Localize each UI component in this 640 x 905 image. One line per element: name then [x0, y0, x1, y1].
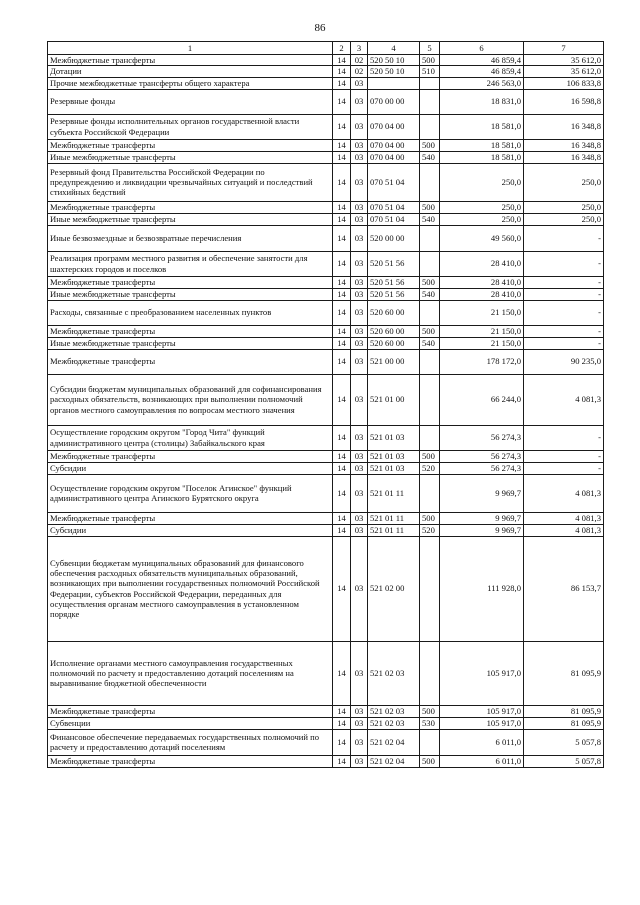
row-expense-type: 540 — [420, 288, 440, 300]
row-expense-type — [420, 300, 440, 325]
row-subsection: 03 — [351, 425, 368, 450]
row-expense-type — [420, 425, 440, 450]
row-amount-year2: 81 095,9 — [524, 641, 604, 705]
table-row — [48, 225, 604, 251]
row-amount-year1: 250,0 — [440, 213, 524, 225]
row-expense-type — [420, 163, 440, 201]
table-row — [48, 755, 604, 767]
row-amount-year2: 16 598,8 — [524, 89, 604, 114]
row-expense-type: 500 — [420, 325, 440, 337]
row-amount-year1: 105 917,0 — [440, 717, 524, 729]
row-target-code: 520 00 00 — [368, 225, 420, 251]
column-header: 7 — [524, 42, 604, 55]
table-row — [48, 55, 604, 66]
row-name: Субвенции — [48, 717, 333, 729]
row-target-code: 521 02 04 — [368, 729, 420, 755]
table-row — [48, 114, 604, 139]
row-amount-year1: 21 150,0 — [440, 300, 524, 325]
row-amount-year1: 18 581,0 — [440, 114, 524, 139]
row-amount-year1: 178 172,0 — [440, 349, 524, 374]
row-subsection: 03 — [351, 641, 368, 705]
row-amount-year1: 46 859,4 — [440, 55, 524, 66]
row-section: 14 — [333, 474, 351, 512]
row-subsection: 03 — [351, 276, 368, 288]
row-amount-year2: - — [524, 225, 604, 251]
row-amount-year2: - — [524, 251, 604, 276]
row-subsection: 03 — [351, 114, 368, 139]
row-section: 14 — [333, 349, 351, 374]
row-amount-year1: 9 969,7 — [440, 474, 524, 512]
row-name: Субсидии — [48, 462, 333, 474]
row-amount-year2: - — [524, 325, 604, 337]
row-amount-year1: 66 244,0 — [440, 374, 524, 425]
row-section: 14 — [333, 213, 351, 225]
row-section: 14 — [333, 536, 351, 641]
row-name: Осуществление городским округом "Город Чита" функций административного центра (столицы) Забайкальского края — [48, 425, 333, 450]
row-name: Финансовое обеспечение передаваемых государственных полномочий по расчету и предоставлению дотаций поселениям — [48, 729, 333, 755]
row-subsection: 03 — [351, 524, 368, 536]
row-amount-year1: 28 410,0 — [440, 288, 524, 300]
table-row — [48, 251, 604, 276]
row-target-code: 070 04 00 — [368, 151, 420, 163]
table-row — [48, 77, 604, 89]
row-expense-type — [420, 225, 440, 251]
row-expense-type: 530 — [420, 717, 440, 729]
row-section: 14 — [333, 77, 351, 89]
row-amount-year1: 246 563,0 — [440, 77, 524, 89]
row-subsection: 02 — [351, 55, 368, 66]
row-name: Межбюджетные трансферты — [48, 325, 333, 337]
row-target-code: 070 51 04 — [368, 163, 420, 201]
row-name: Расходы, связанные с преобразованием населенных пунктов — [48, 300, 333, 325]
row-section: 14 — [333, 139, 351, 151]
row-name: Прочие межбюджетные трансферты общего характера — [48, 77, 333, 89]
row-amount-year1: 21 150,0 — [440, 325, 524, 337]
row-section: 14 — [333, 641, 351, 705]
row-target-code: 070 04 00 — [368, 114, 420, 139]
row-section: 14 — [333, 288, 351, 300]
row-expense-type: 520 — [420, 462, 440, 474]
row-amount-year1: 9 969,7 — [440, 524, 524, 536]
row-section: 14 — [333, 425, 351, 450]
row-expense-type — [420, 641, 440, 705]
table-row — [48, 139, 604, 151]
row-subsection: 03 — [351, 300, 368, 325]
row-amount-year1: 56 274,3 — [440, 462, 524, 474]
row-target-code: 521 01 03 — [368, 462, 420, 474]
row-subsection: 03 — [351, 374, 368, 425]
row-target-code: 521 01 11 — [368, 512, 420, 524]
row-amount-year2: 4 081,3 — [524, 474, 604, 512]
row-expense-type — [420, 77, 440, 89]
column-header: 6 — [440, 42, 524, 55]
column-header: 5 — [420, 42, 440, 55]
row-amount-year1: 56 274,3 — [440, 450, 524, 462]
row-name: Реализация программ местного развития и обеспечение занятости для шахтерских городов и поселков — [48, 251, 333, 276]
row-expense-type — [420, 374, 440, 425]
row-name: Иные межбюджетные трансферты — [48, 337, 333, 349]
row-subsection: 03 — [351, 705, 368, 717]
row-amount-year2: 16 348,8 — [524, 114, 604, 139]
row-target-code: 521 01 03 — [368, 425, 420, 450]
row-amount-year2: - — [524, 450, 604, 462]
table-row — [48, 717, 604, 729]
table-row — [48, 349, 604, 374]
row-amount-year1: 56 274,3 — [440, 425, 524, 450]
row-name: Субвенции бюджетам муниципальных образований для финансового обеспечения расходных обязательств муниципальных образований, возникающих при выполнении государственных полномочий Российской Федерации, субъектов Российской Федерации, переданных для осуществления органам местного самоуправления в установленном порядке — [48, 536, 333, 641]
row-target-code: 070 00 00 — [368, 89, 420, 114]
row-target-code: 521 01 11 — [368, 474, 420, 512]
row-expense-type: 500 — [420, 755, 440, 767]
column-header: 3 — [351, 42, 368, 55]
row-amount-year2: - — [524, 425, 604, 450]
row-amount-year1: 9 969,7 — [440, 512, 524, 524]
row-subsection: 03 — [351, 450, 368, 462]
row-target-code — [368, 77, 420, 89]
row-name: Межбюджетные трансферты — [48, 349, 333, 374]
row-section: 14 — [333, 512, 351, 524]
row-amount-year2: 4 081,3 — [524, 374, 604, 425]
row-target-code: 520 60 00 — [368, 325, 420, 337]
row-name: Иные межбюджетные трансферты — [48, 151, 333, 163]
row-expense-type: 500 — [420, 450, 440, 462]
row-amount-year1: 21 150,0 — [440, 337, 524, 349]
row-section: 14 — [333, 717, 351, 729]
row-section: 14 — [333, 151, 351, 163]
row-target-code: 520 50 10 — [368, 66, 420, 77]
row-amount-year1: 6 011,0 — [440, 755, 524, 767]
row-section: 14 — [333, 89, 351, 114]
row-amount-year2: 5 057,8 — [524, 729, 604, 755]
row-expense-type: 510 — [420, 66, 440, 77]
table-row — [48, 425, 604, 450]
table-row — [48, 213, 604, 225]
row-name: Иные межбюджетные трансферты — [48, 213, 333, 225]
row-target-code: 521 02 03 — [368, 717, 420, 729]
row-amount-year1: 28 410,0 — [440, 251, 524, 276]
row-expense-type: 500 — [420, 55, 440, 66]
budget-table — [47, 41, 604, 768]
row-subsection: 03 — [351, 349, 368, 374]
row-target-code: 070 04 00 — [368, 139, 420, 151]
row-amount-year1: 250,0 — [440, 201, 524, 213]
table-row — [48, 705, 604, 717]
page-number: 86 — [314, 22, 326, 34]
row-section: 14 — [333, 337, 351, 349]
row-subsection: 03 — [351, 717, 368, 729]
row-name: Межбюджетные трансферты — [48, 450, 333, 462]
row-expense-type — [420, 251, 440, 276]
row-amount-year1: 46 859,4 — [440, 66, 524, 77]
row-subsection: 03 — [351, 201, 368, 213]
row-amount-year2: - — [524, 462, 604, 474]
table-row — [48, 89, 604, 114]
row-section: 14 — [333, 163, 351, 201]
table-row — [48, 462, 604, 474]
row-name: Дотации — [48, 66, 333, 77]
column-header: 1 — [48, 42, 333, 55]
table-header-row — [48, 42, 604, 55]
row-section: 14 — [333, 729, 351, 755]
row-name: Иные межбюджетные трансферты — [48, 288, 333, 300]
table-row — [48, 66, 604, 77]
row-subsection: 03 — [351, 77, 368, 89]
column-header: 4 — [368, 42, 420, 55]
row-subsection: 03 — [351, 337, 368, 349]
row-amount-year1: 18 581,0 — [440, 139, 524, 151]
row-target-code: 520 60 00 — [368, 300, 420, 325]
row-section: 14 — [333, 300, 351, 325]
row-expense-type: 500 — [420, 201, 440, 213]
row-target-code: 520 50 10 — [368, 55, 420, 66]
row-target-code: 070 51 04 — [368, 201, 420, 213]
table-row — [48, 163, 604, 201]
row-amount-year2: 16 348,8 — [524, 139, 604, 151]
table-row — [48, 450, 604, 462]
row-expense-type: 520 — [420, 524, 440, 536]
row-target-code: 521 02 03 — [368, 705, 420, 717]
row-target-code: 070 51 04 — [368, 213, 420, 225]
row-section: 14 — [333, 462, 351, 474]
row-target-code: 520 51 56 — [368, 276, 420, 288]
table-row — [48, 276, 604, 288]
row-name: Межбюджетные трансферты — [48, 201, 333, 213]
row-name: Межбюджетные трансферты — [48, 512, 333, 524]
row-amount-year1: 105 917,0 — [440, 641, 524, 705]
row-amount-year2: 250,0 — [524, 163, 604, 201]
row-target-code: 521 02 00 — [368, 536, 420, 641]
row-section: 14 — [333, 705, 351, 717]
row-expense-type: 500 — [420, 705, 440, 717]
row-section: 14 — [333, 114, 351, 139]
row-amount-year2: 90 235,0 — [524, 349, 604, 374]
row-amount-year2: 35 612,0 — [524, 66, 604, 77]
row-amount-year2: 5 057,8 — [524, 755, 604, 767]
row-name: Резервные фонды — [48, 89, 333, 114]
row-subsection: 03 — [351, 288, 368, 300]
row-name: Межбюджетные трансферты — [48, 139, 333, 151]
row-target-code: 520 51 56 — [368, 288, 420, 300]
row-expense-type — [420, 114, 440, 139]
row-name: Исполнение органами местного самоуправления государственных полномочий по расчету и предоставлению дотаций поселениям на выравнивание бюджетной обеспеченности — [48, 641, 333, 705]
row-expense-type — [420, 474, 440, 512]
row-subsection: 03 — [351, 755, 368, 767]
table-row — [48, 288, 604, 300]
row-amount-year2: - — [524, 300, 604, 325]
row-subsection: 02 — [351, 66, 368, 77]
row-amount-year1: 18 581,0 — [440, 151, 524, 163]
row-amount-year1: 49 560,0 — [440, 225, 524, 251]
row-subsection: 03 — [351, 462, 368, 474]
row-subsection: 03 — [351, 139, 368, 151]
row-subsection: 03 — [351, 251, 368, 276]
table-row — [48, 337, 604, 349]
row-amount-year2: - — [524, 337, 604, 349]
table-row — [48, 536, 604, 641]
row-name: Межбюджетные трансферты — [48, 755, 333, 767]
row-amount-year2: 4 081,3 — [524, 512, 604, 524]
row-amount-year2: - — [524, 276, 604, 288]
row-section: 14 — [333, 55, 351, 66]
row-expense-type — [420, 729, 440, 755]
row-amount-year1: 250,0 — [440, 163, 524, 201]
row-amount-year2: 81 095,9 — [524, 717, 604, 729]
row-section: 14 — [333, 276, 351, 288]
table-row — [48, 325, 604, 337]
row-amount-year1: 18 831,0 — [440, 89, 524, 114]
row-target-code: 521 01 03 — [368, 450, 420, 462]
table-row — [48, 474, 604, 512]
row-subsection: 03 — [351, 89, 368, 114]
row-amount-year2: 250,0 — [524, 213, 604, 225]
row-expense-type: 500 — [420, 276, 440, 288]
row-name: Субсидии — [48, 524, 333, 536]
row-amount-year1: 28 410,0 — [440, 276, 524, 288]
row-name: Осуществление городским округом "Поселок Агинское" функций административного центра Агинского Бурятского округа — [48, 474, 333, 512]
row-amount-year2: 4 081,3 — [524, 524, 604, 536]
row-expense-type — [420, 349, 440, 374]
row-expense-type: 540 — [420, 213, 440, 225]
row-target-code: 521 00 00 — [368, 349, 420, 374]
row-amount-year1: 105 917,0 — [440, 705, 524, 717]
row-amount-year1: 111 928,0 — [440, 536, 524, 641]
row-name: Субсидии бюджетам муниципальных образований для софинансирования расходных обязательств, возникающих при выполнении полномочий органов местного самоуправления по вопросам местного значения — [48, 374, 333, 425]
row-subsection: 03 — [351, 474, 368, 512]
row-amount-year2: 86 153,7 — [524, 536, 604, 641]
table-row — [48, 729, 604, 755]
row-amount-year2: 16 348,8 — [524, 151, 604, 163]
row-target-code: 521 01 00 — [368, 374, 420, 425]
table-row — [48, 300, 604, 325]
row-amount-year2: 106 833,8 — [524, 77, 604, 89]
row-expense-type: 500 — [420, 512, 440, 524]
row-subsection: 03 — [351, 151, 368, 163]
row-subsection: 03 — [351, 163, 368, 201]
row-target-code: 521 02 03 — [368, 641, 420, 705]
row-section: 14 — [333, 325, 351, 337]
row-target-code: 520 51 56 — [368, 251, 420, 276]
row-name: Резервный фонд Правительства Российской Федерации по предупреждению и ликвидации чрезвычайных ситуаций и последствий стихийных бедствий — [48, 163, 333, 201]
row-expense-type — [420, 89, 440, 114]
table-row — [48, 374, 604, 425]
row-amount-year2: - — [524, 288, 604, 300]
row-amount-year1: 6 011,0 — [440, 729, 524, 755]
row-section: 14 — [333, 524, 351, 536]
row-subsection: 03 — [351, 536, 368, 641]
row-name: Межбюджетные трансферты — [48, 55, 333, 66]
row-target-code: 520 60 00 — [368, 337, 420, 349]
row-section: 14 — [333, 66, 351, 77]
table-row — [48, 201, 604, 213]
row-subsection: 03 — [351, 729, 368, 755]
row-amount-year2: 35 612,0 — [524, 55, 604, 66]
column-header: 2 — [333, 42, 351, 55]
row-name: Иные безвозмездные и безвозвратные перечисления — [48, 225, 333, 251]
row-subsection: 03 — [351, 213, 368, 225]
table-row — [48, 641, 604, 705]
row-section: 14 — [333, 225, 351, 251]
row-section: 14 — [333, 201, 351, 213]
row-expense-type: 540 — [420, 151, 440, 163]
row-subsection: 03 — [351, 325, 368, 337]
row-name: Резервные фонды исполнительных органов государственной власти субъекта Российской Федерации — [48, 114, 333, 139]
table-row — [48, 151, 604, 163]
table-row — [48, 512, 604, 524]
row-expense-type: 500 — [420, 139, 440, 151]
row-subsection: 03 — [351, 225, 368, 251]
row-section: 14 — [333, 450, 351, 462]
row-name: Межбюджетные трансферты — [48, 705, 333, 717]
row-amount-year2: 81 095,9 — [524, 705, 604, 717]
row-expense-type: 540 — [420, 337, 440, 349]
row-target-code: 521 01 11 — [368, 524, 420, 536]
row-amount-year2: 250,0 — [524, 201, 604, 213]
row-expense-type — [420, 536, 440, 641]
row-target-code: 521 02 04 — [368, 755, 420, 767]
row-section: 14 — [333, 755, 351, 767]
row-name: Межбюджетные трансферты — [48, 276, 333, 288]
row-subsection: 03 — [351, 512, 368, 524]
table-row — [48, 524, 604, 536]
row-section: 14 — [333, 374, 351, 425]
row-section: 14 — [333, 251, 351, 276]
